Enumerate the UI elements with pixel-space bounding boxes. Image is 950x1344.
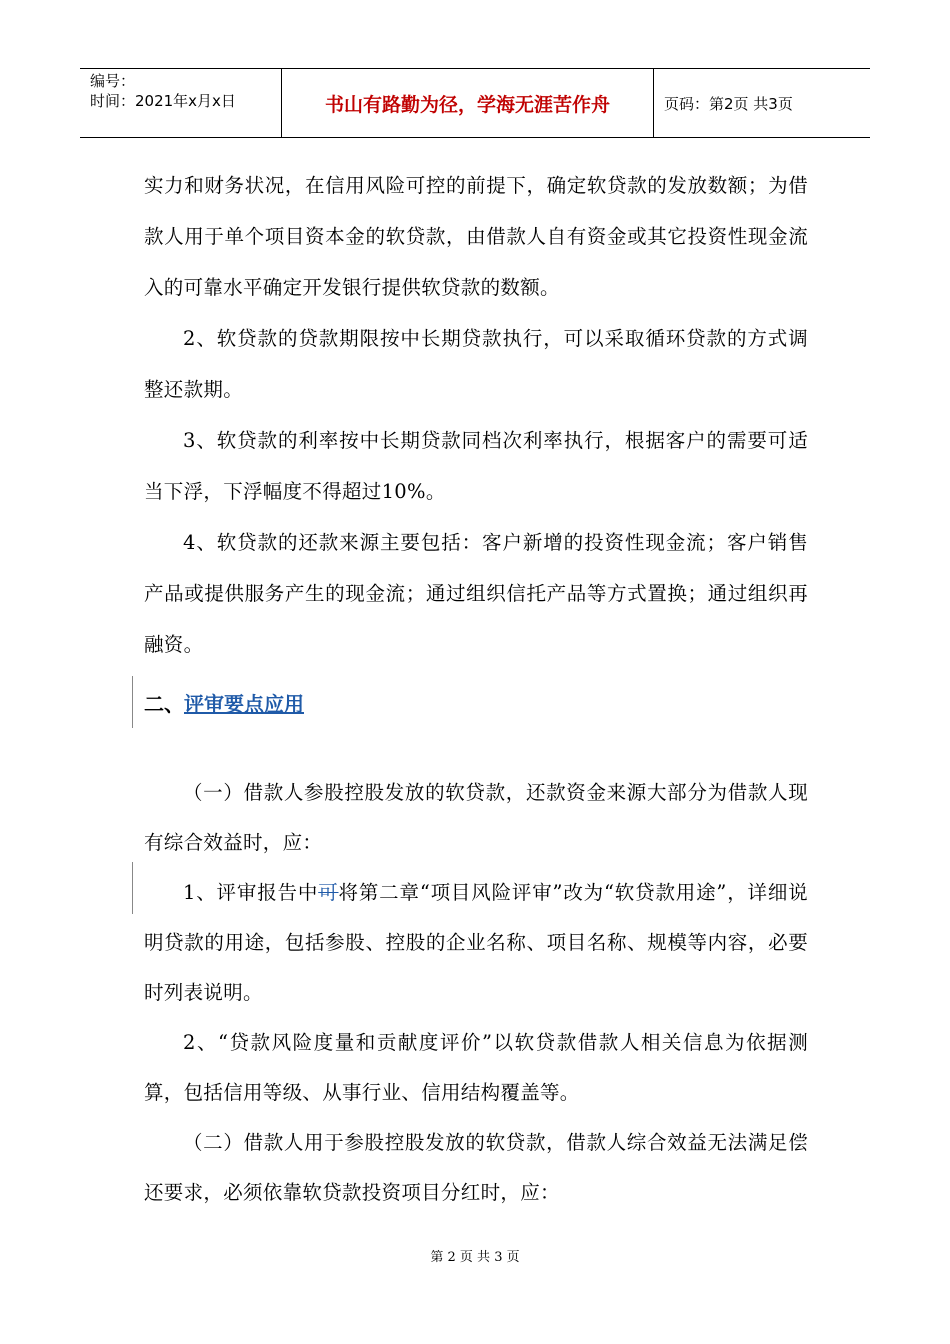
- paragraph-part: 将第二章“项目风险评审”改为“软贷款用途”，详细说明贷款的用途，包括参股、控股的企业名称、项目名称、规模等内容，必要时列表说明。: [144, 881, 808, 1004]
- paragraph-part: 1、评审报告中: [183, 881, 319, 904]
- header-meta-cell: [80, 69, 282, 137]
- header-page-cell: [654, 69, 870, 137]
- heading-link[interactable]: 评审要点应用: [184, 692, 304, 716]
- number-label: 编号：: [90, 72, 136, 90]
- heading-prefix: 二、: [144, 692, 184, 716]
- section2-body: [144, 768, 808, 1218]
- paragraph: （二）借款人用于参股控股发放的软贷款，借款人综合效益无法满足偿还要求，必须依靠软贷款投资项目分红时，应：: [144, 1131, 808, 1204]
- revision-bar: [132, 676, 133, 728]
- revision-bar: [132, 862, 133, 914]
- section-heading: [144, 684, 304, 724]
- page-header: [80, 68, 870, 138]
- page-label: 页码：第2页 共3页: [664, 94, 793, 113]
- paragraph: [144, 868, 808, 1018]
- paragraph: 实力和财务状况，在信用风险可控的前提下，确定软贷款的发放数额；为借款人用于单个项目资本金的软贷款，由借款人自有资金或其它投资性现金流入的可靠水平确定开发银行提供软贷款的数额。: [144, 174, 808, 299]
- section1-body: [144, 160, 808, 670]
- footer-page-number: 第 2 页 共 3 页: [430, 1250, 520, 1265]
- page-footer: [0, 1246, 950, 1265]
- time-label: 时间：2021年x月x日: [90, 92, 236, 110]
- paragraph: 2、“贷款风险度量和贡献度评价”以软贷款借款人相关信息为依据测算，包括信用等级、从事行业、信用结构覆盖等。: [144, 1031, 808, 1104]
- header-motto-cell: [282, 69, 654, 137]
- paragraph: 2、软贷款的贷款期限按中长期贷款执行，可以采取循环贷款的方式调整还款期。: [144, 327, 808, 401]
- deleted-text: 可: [318, 881, 339, 904]
- paragraph: 3、软贷款的利率按中长期贷款同档次利率执行，根据客户的需要可适当下浮，下浮幅度不得超过10%。: [144, 429, 808, 503]
- motto-text: 书山有路勤为径，学海无涯苦作舟: [324, 93, 610, 116]
- paragraph: （一）借款人参股控股发放的软贷款，还款资金来源大部分为借款人现有综合效益时，应：: [144, 781, 808, 854]
- paragraph: 4、软贷款的还款来源主要包括：客户新增的投资性现金流；客户销售产品或提供服务产生的现金流；通过组织信托产品等方式置换；通过组织再融资。: [144, 531, 808, 656]
